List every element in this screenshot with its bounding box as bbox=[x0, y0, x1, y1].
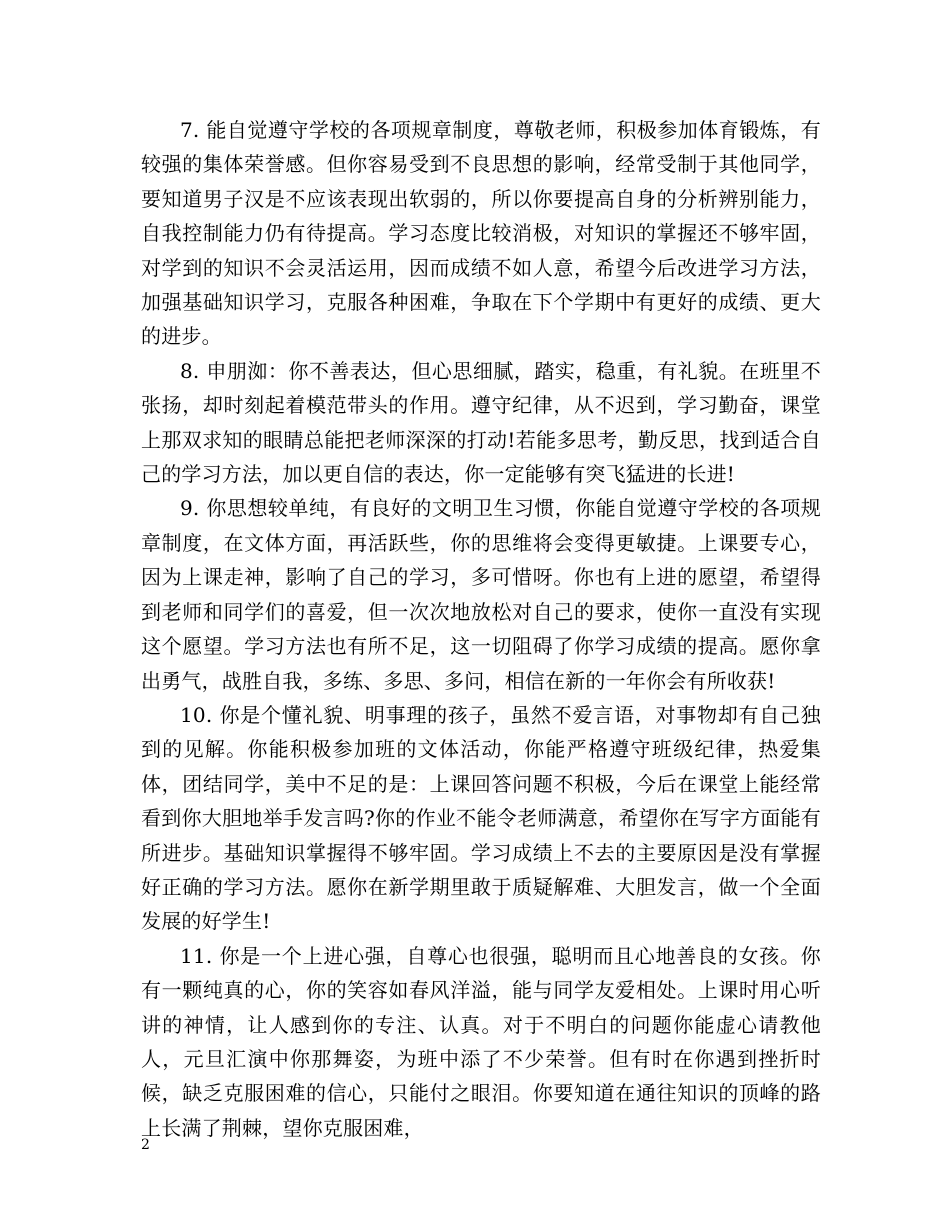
comment-paragraph-9: 9. 你思想较单纯，有良好的文明卫生习惯，你能自觉遵守学校的各项规章制度，在文体方面，再活跃些，你的思维将会变得更敏捷。上课要专心，因为上课走神，影响了自己的学习，多可惜呀。你也有上进的愿望，希望得到老师和同学们的喜爱，但一次次地放松对自己的要求，使你一直没有实现这个愿望。学习方法也有所不足，这一切阻碍了你学习成绩的提高。愿你拿出勇气，战胜自我，多练、多思、多问，相信在新的一年你会有所收获! bbox=[141, 496, 821, 693]
comment-paragraph-11: 11. 你是一个上进心强，自尊心也很强，聪明而且心地善良的女孩。你有一颗纯真的心，你的笑容如春风洋溢，能与同学友爱相处。上课时用心听讲的神情，让人感到你的专注、认真。对于不明白的问题你能虚心请教他人，元旦汇演中你那舞姿，为班中添了不少荣誉。但有时在你遇到挫折时候，缺乏克服困难的信心，只能付之眼泪。你要知道在通往知识的顶峰的路上长满了荆棘，望你克服困难， bbox=[141, 943, 821, 1140]
comment-paragraph-10: 10. 你是个懂礼貌、明事理的孩子，虽然不爱言语，对事物却有自己独到的见解。你能积极参加班的文体活动，你能严格遵守班级纪律，热爱集体，团结同学，美中不足的是：上课回答问题不积极，今后在课堂上能经常看到你大胆地举手发言吗?你的作业不能令老师满意，希望你在写字方面能有所进步。基础知识掌握得不够牢固。学习成绩上不去的主要原因是没有掌握好正确的学习方法。愿你在新学期里敢于质疑解难、大胆发言，做一个全面发展的好学生! bbox=[141, 702, 821, 934]
comment-paragraph-7: 7. 能自觉遵守学校的各项规章制度，尊敬老师，积极参加体育锻炼，有较强的集体荣誉感。但你容易受到不良思想的影响，经常受制于其他同学，要知道男子汉是不应该表现出软弱的，所以你要提高自身的分析辨别能力，自我控制能力仍有待提高。学习态度比较消极，对知识的掌握还不够牢固，对学到的知识不会灵活运用，因而成绩不如人意，希望今后改进学习方法，加强基础知识学习，克服各种困难，争取在下个学期中有更好的成绩、更大的进步。 bbox=[141, 118, 821, 349]
document-body bbox=[141, 113, 821, 1145]
page-number: 2 bbox=[141, 1137, 150, 1153]
comment-paragraph-8: 8. 申朋洳：你不善表达，但心思细腻，踏实，稳重，有礼貌。在班里不张扬，却时刻起着模范带头的作用。遵守纪律，从不迟到，学习勤奋，课堂上那双求知的眼睛总能把老师深深的打动!若能多思考，勤反思，找到适合自己的学习方法，加以更自信的表达，你一定能够有突飞猛进的长进! bbox=[141, 358, 821, 487]
